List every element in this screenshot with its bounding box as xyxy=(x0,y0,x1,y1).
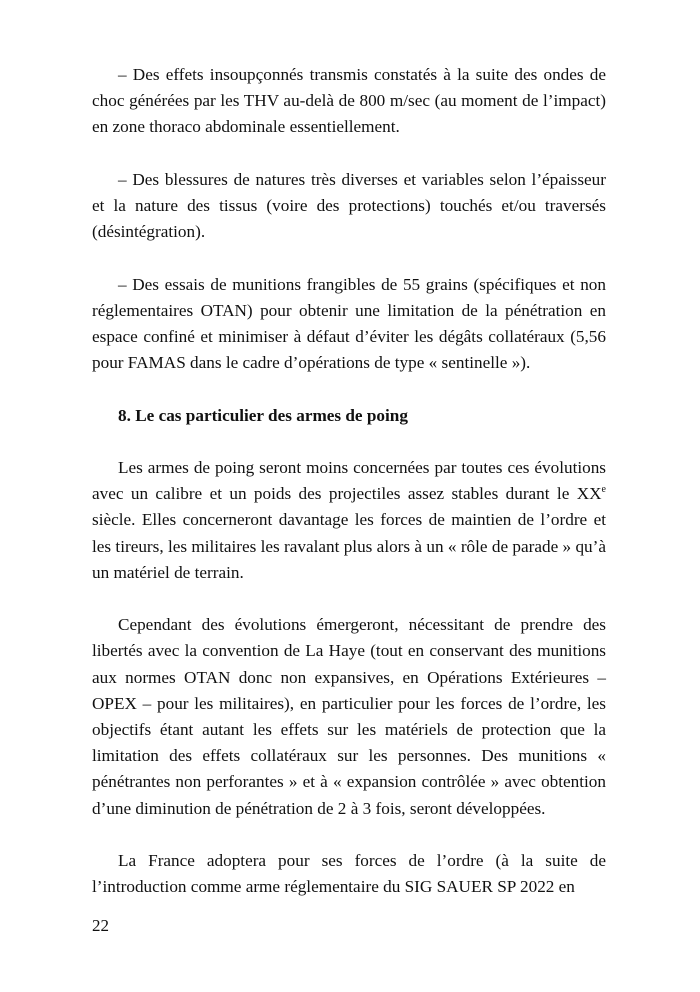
century-superscript: e xyxy=(601,484,606,496)
page-number: 22 xyxy=(92,916,109,935)
section-heading: 8. Le cas particulier des armes de poing xyxy=(118,405,408,425)
bullet-paragraph-shockwaves: – Des effets insoupçonnés transmis constatés à la suite des ondes de choc générées par les THV au-delà de 800 m/sec (au moment de l’impact) en zone thoraco abdominale essentiellement. xyxy=(92,65,606,137)
paragraph-handguns-part2: siècle. Elles concerneront davantage les forces de maintien de l’ordre et les tireurs, les militaires les ravalant plus alors à un « rôle de parade » qu’à un matériel de terrain. xyxy=(92,510,606,582)
paragraph-handguns-part1: Les armes de poing seront moins concernées par toutes ces évolutions avec un calibre et un poids des projectiles assez stables durant le XX xyxy=(92,457,606,504)
bullet-paragraph-wounds: – Des blessures de natures très diverses et variables selon l’épaisseur et la nature des tissus (voire des protections) touchés et/ou traversés (désintégration). xyxy=(92,169,606,242)
paragraph-handguns xyxy=(92,455,606,586)
page-body xyxy=(92,62,606,900)
paragraph-france: La France adoptera pour ses forces de l’ordre (à la suite de l’introduction comme arme réglementaire du SIG SAUER SP 2022 en xyxy=(92,851,606,897)
paragraph-evolutions: Cependant des évolutions émergeront, nécessitant de prendre des libertés avec la convention de La Haye (tout en conservant des munitions aux normes OTAN donc non expansives, en Opérations Extérieures – OPEX – pour les militaires), en particulier pour les forces de l’ordre, les objectifs étant autant les effets sur les matériels de protection que la limitation des effets collatéraux sur les personnes. Des munitions « pénétrantes non perforantes » et à « expansion contrôlée » avec obtention d’une diminution de pénétration de 2 à 3 fois, seront développées. xyxy=(92,615,606,818)
bullet-paragraph-frangible-munitions: – Des essais de munitions frangibles de 55 grains (spécifiques et non réglementaires OTAN) pour obtenir une limitation de la pénétration en espace confiné et minimiser à défaut d’éviter les dégâts collatéraux (5,56 pour FAMAS dans le cadre d’opérations de type « sentinelle »). xyxy=(92,274,606,373)
